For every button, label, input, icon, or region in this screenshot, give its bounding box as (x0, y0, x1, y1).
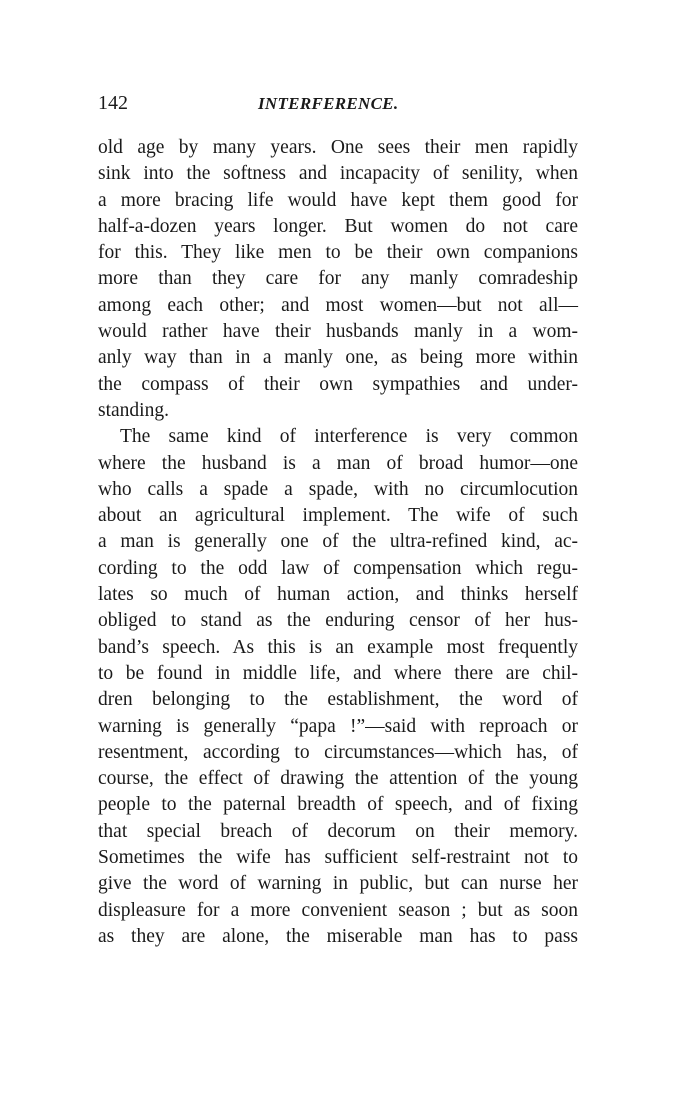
text-line: to be found in middle life, and where there are chil- (98, 662, 578, 684)
text-line: among each other; and most women—but not all— (98, 294, 578, 316)
text-line: for this. They like men to be their own companions (98, 242, 578, 264)
text-line: a more bracing life would have kept them good for (98, 189, 578, 211)
text-line: where the husband is a man of broad humor—one (98, 452, 578, 474)
text-line: anly way than in a manly one, as being more within (98, 347, 578, 369)
text-line: people to the paternal breadth of speech, and of fixing (98, 794, 578, 816)
paragraph-1 (98, 135, 578, 424)
text-line: displeasure for a more convenient season ; but as soon (98, 899, 578, 921)
text-line: who calls a spade a spade, with no circumlocution (98, 478, 578, 500)
text-line: lates so much of human action, and thinks herself (98, 584, 578, 606)
text-line: as they are alone, the miserable man has to pass (98, 925, 578, 947)
text-line: half-a-dozen years longer. But women do not care (98, 215, 578, 237)
text-line: about an agricultural implement. The wife of such (98, 505, 578, 527)
text-line: sink into the softness and incapacity of senility, when (98, 163, 578, 185)
text-line: a man is generally one of the ultra-refined kind, ac- (98, 531, 578, 553)
text-line: Sometimes the wife has sufficient self-restraint not to (98, 847, 578, 869)
running-head (98, 90, 578, 116)
text-line: standing. (98, 399, 169, 421)
paragraph-2 (98, 424, 578, 950)
text-line: that special breach of decorum on their memory. (98, 820, 578, 842)
text-line: the compass of their own sympathies and under- (98, 373, 578, 395)
text-line: obliged to stand as the enduring censor of her hus- (98, 610, 578, 632)
text-line: warning is generally “papa !”—said with reproach or (98, 715, 578, 737)
text-line: dren belonging to the establishment, the word of (98, 689, 578, 711)
text-line: band’s speech. As this is an example most frequently (98, 636, 578, 658)
text-line: give the word of warning in public, but can nurse her (98, 873, 578, 895)
running-title: INTERFERENCE. (258, 94, 399, 113)
text-line: more than they care for any manly comradeship (98, 268, 578, 290)
text-line: would rather have their husbands manly in a wom- (98, 321, 578, 343)
text-line: resentment, according to circumstances—which has, of (98, 741, 578, 763)
body-text (98, 135, 578, 950)
text-line: The same kind of interference is very common (120, 426, 578, 448)
text-line: old age by many years. One sees their men rapidly (98, 137, 578, 158)
text-line: course, the effect of drawing the attention of the young (98, 768, 578, 790)
text-line: cording to the odd law of compensation which regu- (98, 557, 578, 579)
page-number: 142 (98, 92, 128, 114)
